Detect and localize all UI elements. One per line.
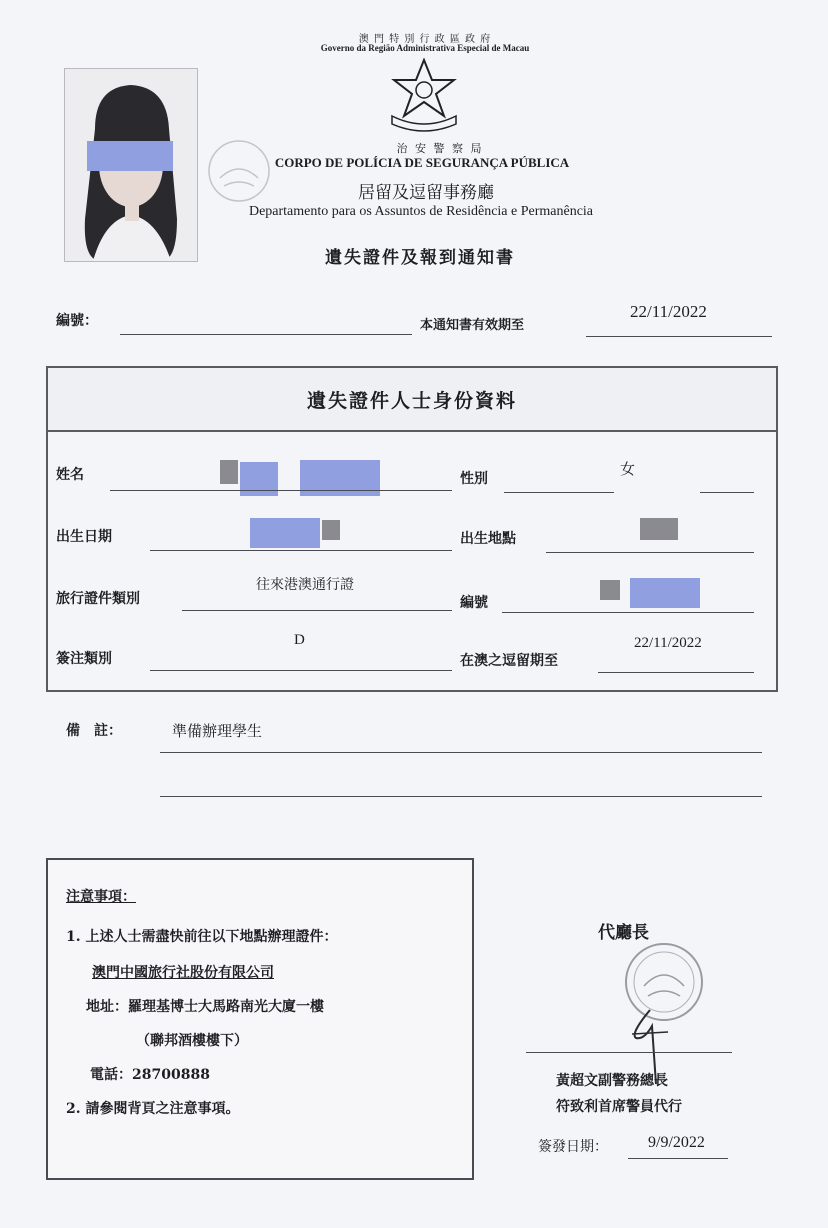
notes-address-2: （聯邦酒樓樓下） (136, 1033, 248, 1049)
ghost-seal-icon (206, 138, 272, 204)
issue-date-label: 簽發日期： (538, 1139, 608, 1155)
notes-company: 澳門中國旅行社股份有限公司 (92, 965, 274, 981)
doc-number-line (502, 612, 754, 613)
signer-role: 符致利首席警員代行 (556, 1099, 682, 1115)
dob-line (150, 550, 452, 551)
validity-label: 本通知書有效期至 (420, 318, 525, 333)
doc-number-redaction-a (600, 580, 620, 600)
notes-item-2: 2. 請參閱背頁之注意事項。 (66, 1101, 240, 1117)
notes-title: 注意事項： (66, 889, 136, 905)
doc-type-line (182, 610, 452, 611)
visa-type-value: D (294, 632, 305, 648)
document-title: 遺失證件及報到通知書 (325, 248, 515, 268)
stay-until-value: 22/11/2022 (634, 635, 702, 651)
number-label: 編號： (56, 313, 98, 329)
dob-redaction-b (322, 520, 340, 540)
name-label: 姓名 (56, 467, 84, 483)
dob-label: 出生日期 (56, 529, 112, 545)
remarks-line-2 (160, 796, 762, 797)
police-name-pt: CORPO DE POLÍCIA DE SEGURANÇA PÚBLICA (274, 155, 570, 170)
validity-value: 22/11/2022 (630, 302, 707, 321)
gov-name-pt: Governo da Região Administrativa Especial de Macau (320, 43, 530, 53)
sex-line-a (504, 492, 614, 493)
sex-value: 女 (620, 460, 636, 478)
remarks-label: 備 註： (66, 723, 122, 739)
signer-name: 黃超文副警務總長 (556, 1073, 668, 1089)
dept-name-pt: Departamento para os Assuntos de Residência e Permanência (248, 204, 594, 219)
signature-title: 代廳長 (598, 923, 649, 943)
dob-redaction (250, 518, 320, 548)
number-line (120, 334, 412, 335)
name-redaction-a (220, 460, 238, 484)
name-line (110, 490, 452, 491)
gov-name-zh: 澳 門 特 別 行 政 區 政 府 (358, 34, 492, 45)
stay-until-label: 在澳之逗留期至 (460, 653, 558, 669)
photo-redaction (87, 141, 173, 171)
police-name-zh: 治 安 警 察 局 (396, 142, 484, 155)
remarks-value: 準備辦理學生 (172, 722, 263, 740)
applicant-photo (64, 68, 198, 262)
doc-number-redaction-b (630, 578, 700, 608)
doc-type-label: 旅行證件類別 (56, 591, 140, 607)
issue-date-line (628, 1158, 728, 1159)
notes-item-1: 1. 上述人士需盡快前往以下地點辦理證件： (66, 929, 338, 945)
police-emblem-icon (384, 58, 464, 136)
sex-label: 性別 (460, 471, 488, 487)
validity-line (586, 336, 772, 337)
doc-type-value: 往來港澳通行證 (256, 577, 354, 593)
notes-address: 地址：羅理基博士大馬路南光大廈一樓 (86, 999, 324, 1015)
dept-name-zh: 居留及逗留事務廳 (358, 183, 494, 203)
birthplace-redaction (640, 518, 678, 540)
stay-until-line (598, 672, 754, 673)
birthplace-line (546, 552, 754, 553)
signature-line (526, 1052, 732, 1053)
identity-title: 遺失證件人士身份資料 (306, 390, 517, 412)
birthplace-label: 出生地點 (460, 531, 516, 547)
visa-type-label: 簽注類別 (56, 651, 112, 667)
sex-line-b (700, 492, 754, 493)
notes-box (46, 858, 474, 1180)
remarks-line-1 (160, 752, 762, 753)
issue-date-value: 9/9/2022 (648, 1134, 705, 1151)
doc-number-label: 編號 (460, 595, 488, 611)
visa-type-line (150, 670, 452, 671)
notes-phone: 電話：28700888 (90, 1067, 210, 1083)
